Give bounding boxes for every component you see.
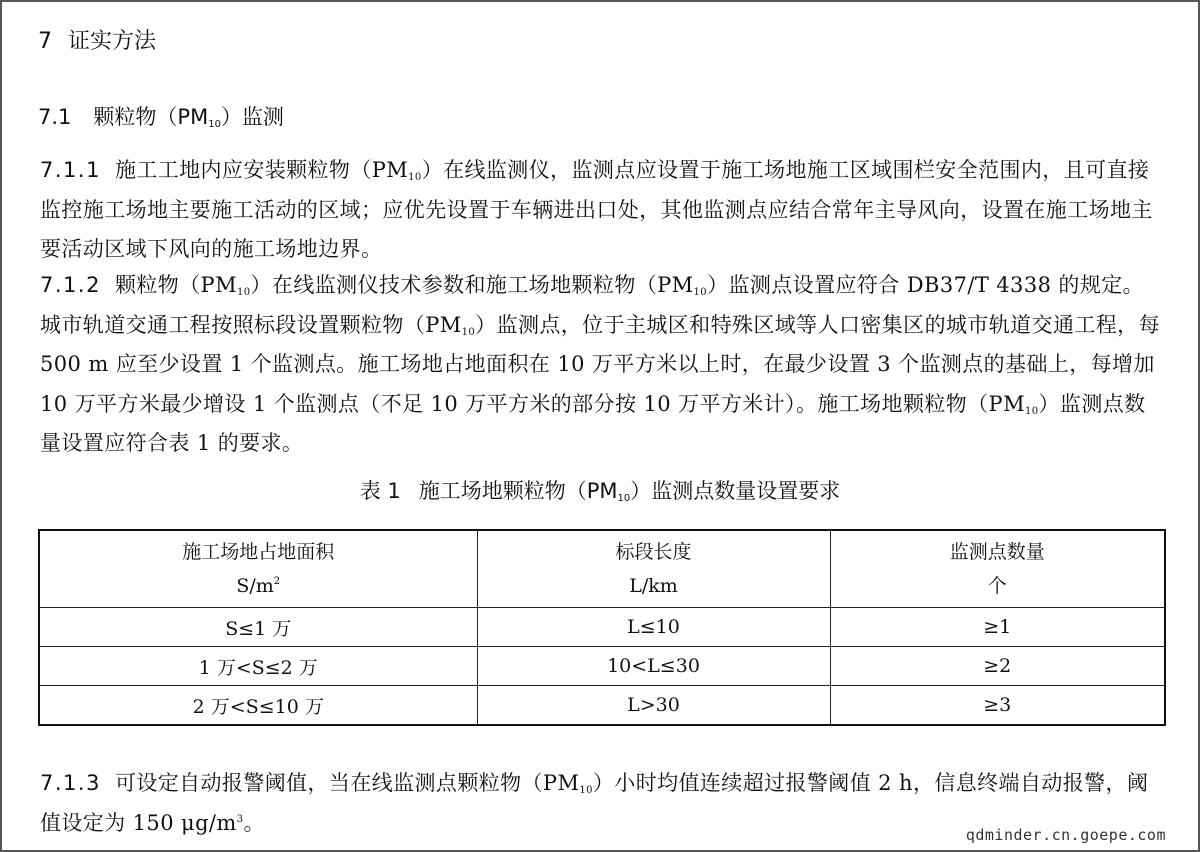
clause-7-1-1 — [40, 151, 1164, 270]
section-heading — [38, 26, 156, 58]
header-cell — [39, 530, 477, 608]
table-header-row — [39, 530, 1165, 608]
subsection-number: 7.1 — [38, 105, 72, 129]
header-cell — [477, 530, 830, 608]
subscript: 10 — [693, 287, 708, 298]
clause-number: 7.1.2 — [40, 273, 101, 297]
section-title: 证实方法 — [68, 29, 157, 54]
table-title-text: 施工场地颗粒物（PM — [418, 479, 618, 503]
subsection-title-text: ）监测 — [220, 105, 284, 129]
header-label: 标段长度 — [615, 541, 692, 563]
clause-text: ）监测点数量设置应符合表 1 的要求。 — [40, 391, 1146, 455]
superscript: 3 — [236, 813, 244, 825]
table-caption — [2, 474, 1198, 508]
table-cell: L≤10 — [477, 608, 830, 647]
subscript: 10 — [208, 119, 221, 130]
table-number: 表 1 — [359, 479, 401, 503]
section-number: 7 — [38, 29, 52, 54]
clause-text: ）监测点设置应符合 DB37/T 4338 的规定。城市轨道交通工程按照标段设置颗粒物（PM — [40, 273, 1145, 337]
clause-number: 7.1.3 — [40, 771, 101, 795]
table-cell: 2 万<S≤10 万 — [39, 686, 477, 726]
header-unit: L/km — [629, 575, 678, 597]
header-unit: S/m — [236, 575, 274, 597]
header-unit: 个 — [987, 575, 1007, 597]
table-row — [39, 608, 1165, 647]
header-cell — [830, 530, 1165, 608]
clause-text: ）在线监测仪，监测点应设置于施工场地施工区域围栏安全范围内，且可直接监控施工场地主要施工活动的区域；应优先设置于车辆进出口处，其他监测点应结合常年主导风向，设置在施工场地主要活动区域下风向的施工场地边界。 — [40, 158, 1153, 261]
clause-text: ）在线监测仪技术参数和施工场地颗粒物（PM — [250, 273, 694, 297]
subsection-title-text: 颗粒物（PM — [93, 105, 209, 129]
subscript: 10 — [579, 785, 593, 796]
watermark-text: qdminder.cn.goepe.com — [965, 826, 1166, 844]
table-title-text: ）监测点数量设置要求 — [630, 479, 841, 503]
header-label: 监测点数量 — [949, 541, 1045, 563]
subscript: 10 — [408, 172, 422, 183]
clause-text: 。 — [243, 810, 265, 835]
subsection-heading — [38, 101, 284, 133]
table-cell: ≥2 — [830, 647, 1165, 686]
clause-text: 颗粒物（PM — [114, 273, 237, 297]
subscript: 10 — [617, 493, 631, 504]
clause-text: 可设定自动报警阈值，当在线监测点颗粒物（PM — [114, 771, 580, 795]
table-cell: S≤1 万 — [39, 608, 477, 647]
superscript: 2 — [273, 576, 281, 587]
table-cell: ≥3 — [830, 686, 1165, 726]
table-cell: L>30 — [477, 686, 830, 726]
subscript: 10 — [1024, 405, 1039, 417]
table-row — [39, 686, 1165, 726]
monitoring-points-table — [38, 529, 1166, 726]
table-cell: 1 万<S≤2 万 — [39, 647, 477, 686]
subscript: 10 — [461, 326, 476, 338]
header-label: 施工场地占地面积 — [182, 541, 335, 563]
table-cell: 10<L≤30 — [477, 647, 830, 686]
clause-7-1-2 — [40, 266, 1164, 464]
table-row — [39, 647, 1165, 686]
table-cell: ≥1 — [830, 608, 1165, 647]
subscript: 10 — [236, 287, 251, 298]
clause-number: 7.1.1 — [40, 158, 101, 182]
clause-text: 施工工地内应安装颗粒物（PM — [114, 158, 409, 182]
clause-text: ）监测点，位于主城区和特殊区域等人口密集区的城市轨道交通工程，每 500 m 应至少设置 1 个监测点。施工场地占地面积在 10 万平方米以上时，在最少设置 3 个监测点的基础上，每增加 10 万平方米最少增设 1 个监测点（不足 10 万平方米的部分按 10 万平方米计）。施工场地颗粒物（PM — [40, 312, 1160, 416]
clause-text: ）小时均值连续超过报警阈值 2 h，信息终端自动报警，阈值设定为 150 μg/m — [40, 771, 1149, 835]
